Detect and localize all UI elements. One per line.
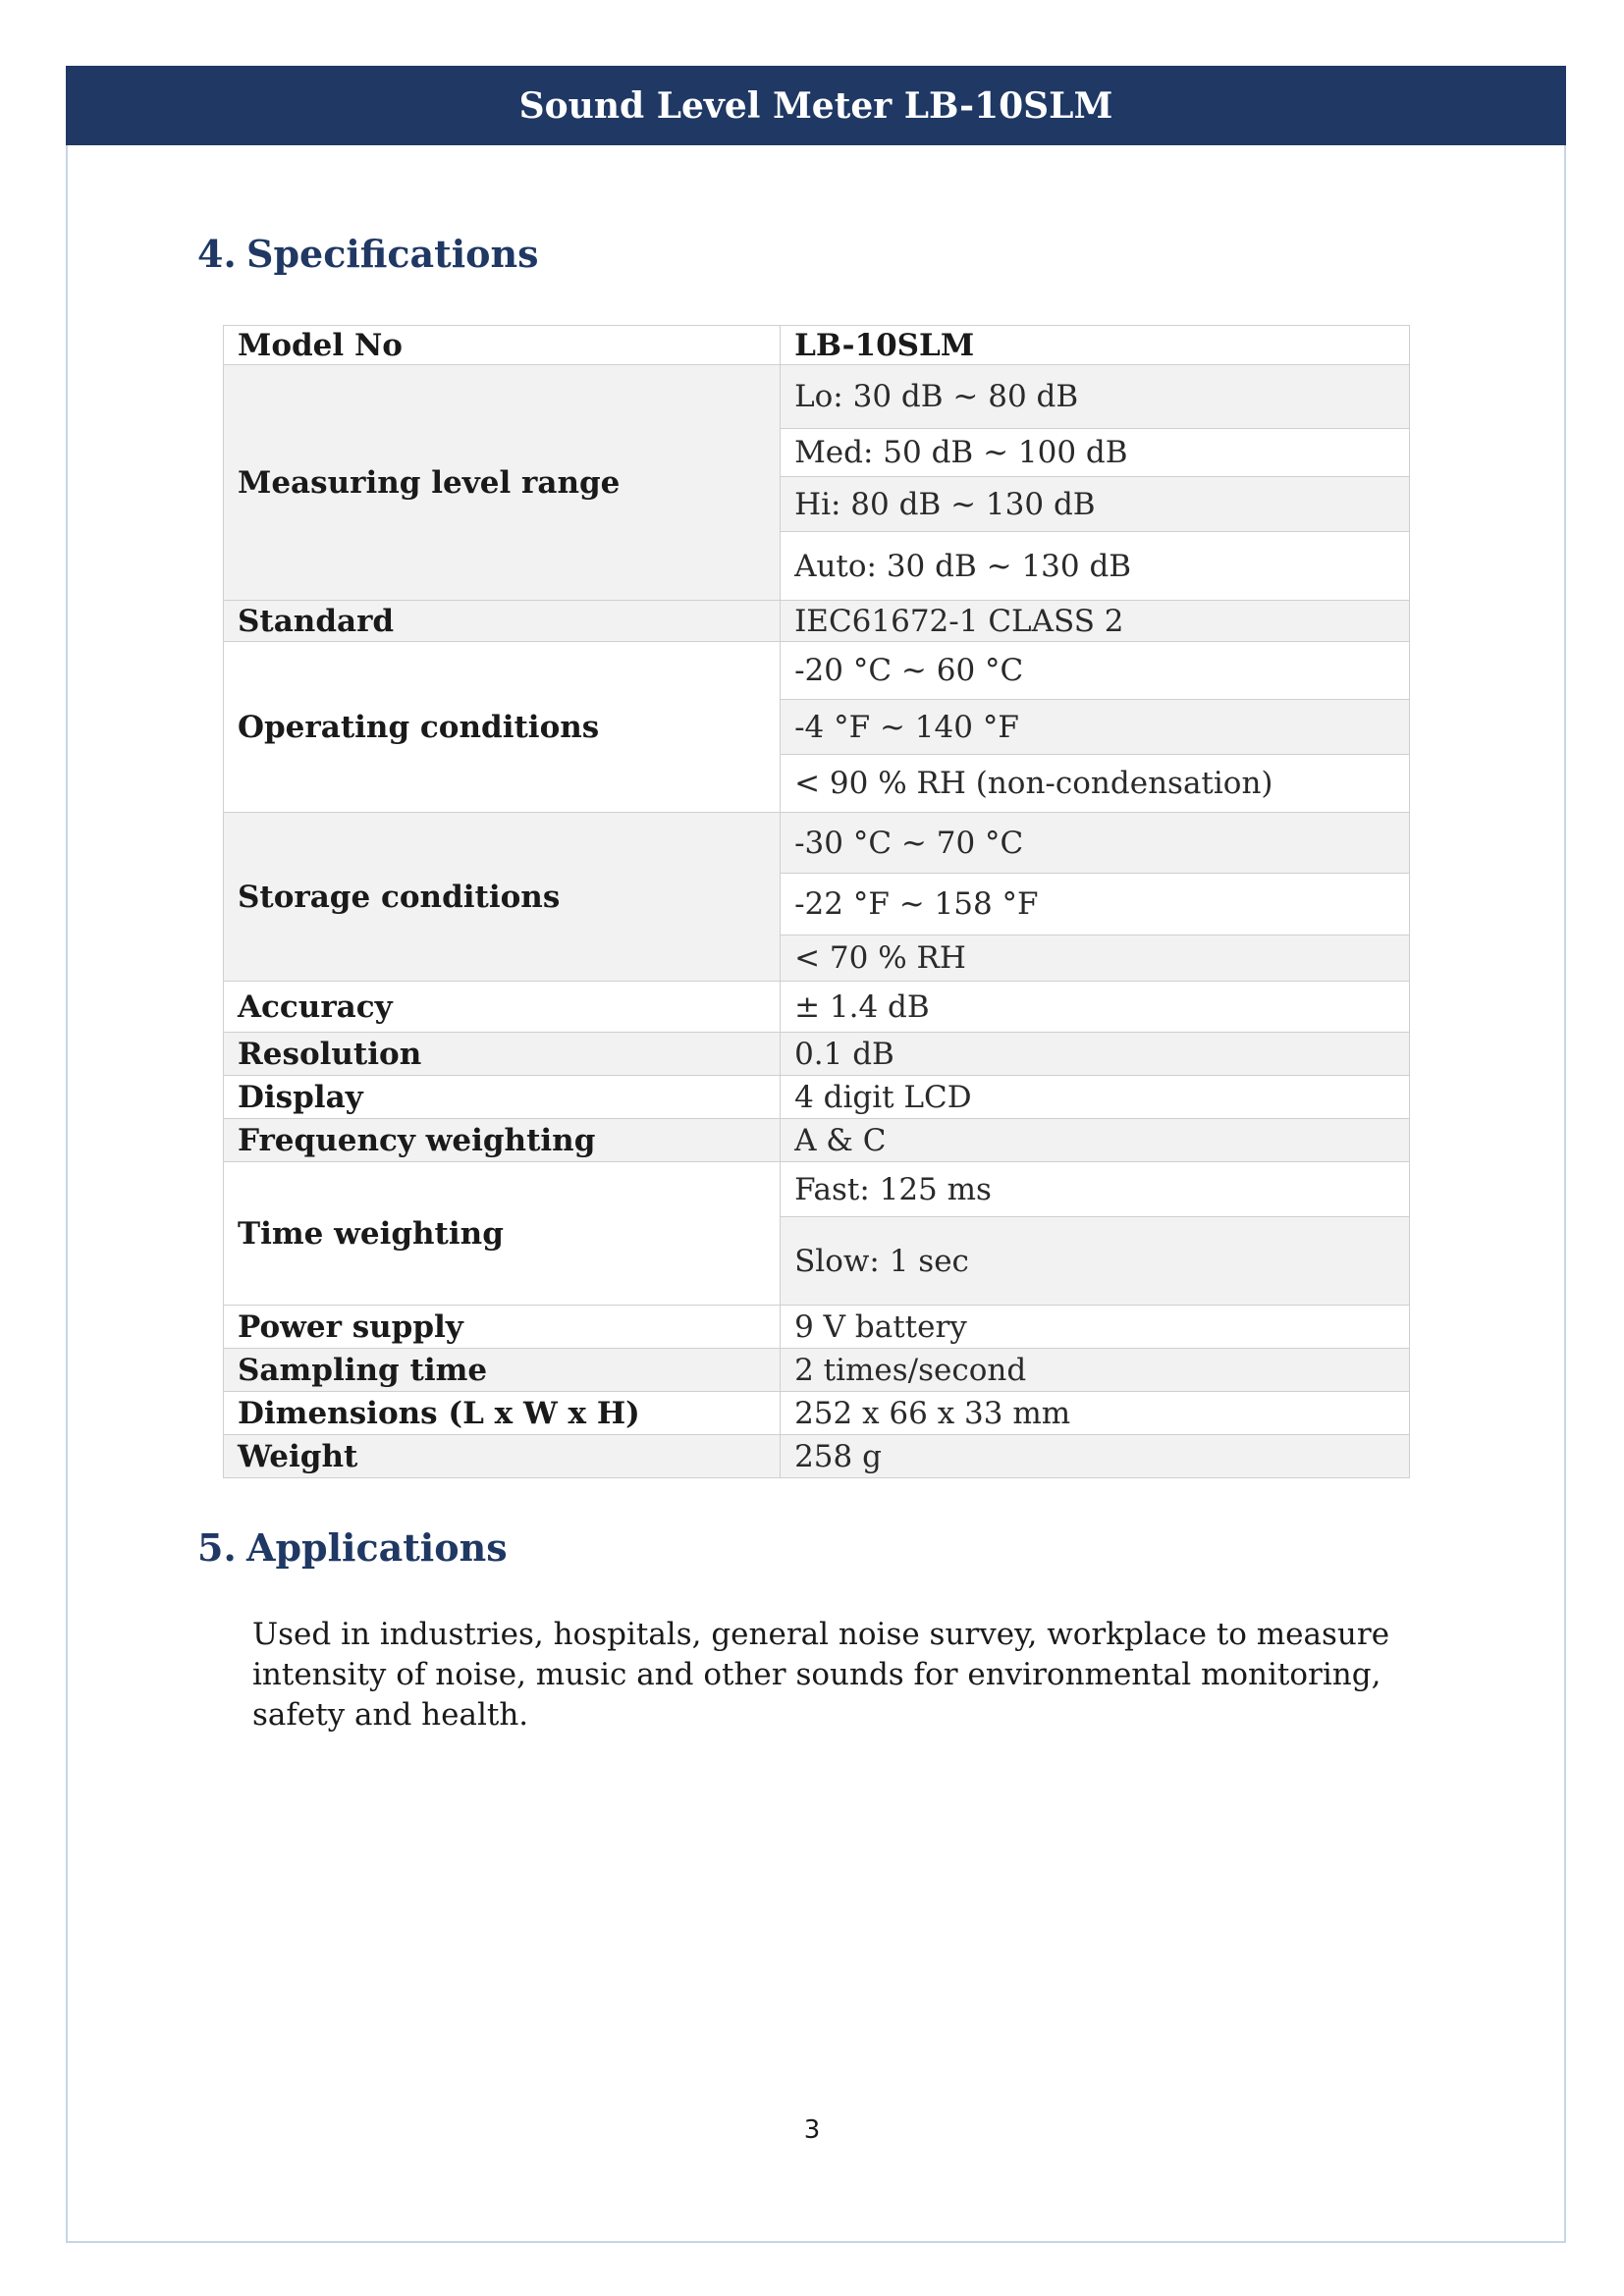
- spec-label: Sampling time: [224, 1349, 781, 1392]
- spec-value: Lo: 30 dB ~ 80 dB: [781, 365, 1410, 429]
- spec-value: 252 x 66 x 33 mm: [781, 1392, 1410, 1435]
- section-number: 4.: [197, 232, 237, 276]
- spec-value: Hi: 80 dB ~ 130 dB: [781, 477, 1410, 532]
- spec-label: Accuracy: [224, 982, 781, 1033]
- spec-label: Time weighting: [224, 1162, 781, 1306]
- spec-label: Weight: [224, 1435, 781, 1478]
- spec-label: Display: [224, 1076, 781, 1119]
- specifications-table: [223, 325, 1410, 1478]
- spec-value: 258 g: [781, 1435, 1410, 1478]
- spec-label: Dimensions (L x W x H): [224, 1392, 781, 1435]
- spec-label: Model No: [224, 326, 781, 365]
- spec-label: Resolution: [224, 1033, 781, 1076]
- section-heading-applications: [197, 1525, 508, 1570]
- section-heading-specifications: [197, 232, 539, 276]
- document-header: [66, 66, 1566, 145]
- section-title: Applications: [246, 1525, 508, 1570]
- spec-label: Operating conditions: [224, 642, 781, 813]
- spec-value: 9 V battery: [781, 1306, 1410, 1349]
- spec-label: Storage conditions: [224, 813, 781, 982]
- section-number: 5.: [197, 1525, 237, 1570]
- spec-value: Fast: 125 ms: [781, 1162, 1410, 1217]
- spec-value: -20 °C ~ 60 °C: [781, 642, 1410, 700]
- spec-label: Frequency weighting: [224, 1119, 781, 1162]
- spec-value: 2 times/second: [781, 1349, 1410, 1392]
- spec-value: -22 °F ~ 158 °F: [781, 874, 1410, 935]
- spec-value: 4 digit LCD: [781, 1076, 1410, 1119]
- spec-label: Measuring level range: [224, 365, 781, 601]
- spec-value: LB-10SLM: [781, 326, 1410, 365]
- spec-value: A & C: [781, 1119, 1410, 1162]
- section-title: Specifications: [246, 232, 539, 276]
- spec-value: < 90 % RH (non-condensation): [781, 755, 1410, 813]
- spec-label: Standard: [224, 601, 781, 642]
- page-number: 3: [803, 2115, 821, 2145]
- spec-value: -4 °F ~ 140 °F: [781, 700, 1410, 755]
- spec-value: Med: 50 dB ~ 100 dB: [781, 429, 1410, 477]
- applications-paragraph: Used in industries, hospitals, general noise survey, workplace to measure intensity of noise, music and other sounds for environmental monitoring, safety and health.: [252, 1617, 1390, 1733]
- spec-value: -30 °C ~ 70 °C: [781, 813, 1410, 874]
- spec-value: Slow: 1 sec: [781, 1217, 1410, 1306]
- document-title: Sound Level Meter LB-10SLM: [518, 84, 1113, 127]
- spec-value: ± 1.4 dB: [781, 982, 1410, 1033]
- spec-value: 0.1 dB: [781, 1033, 1410, 1076]
- spec-label: Power supply: [224, 1306, 781, 1349]
- spec-value: < 70 % RH: [781, 935, 1410, 982]
- spec-value: IEC61672-1 CLASS 2: [781, 601, 1410, 642]
- spec-value: Auto: 30 dB ~ 130 dB: [781, 532, 1410, 601]
